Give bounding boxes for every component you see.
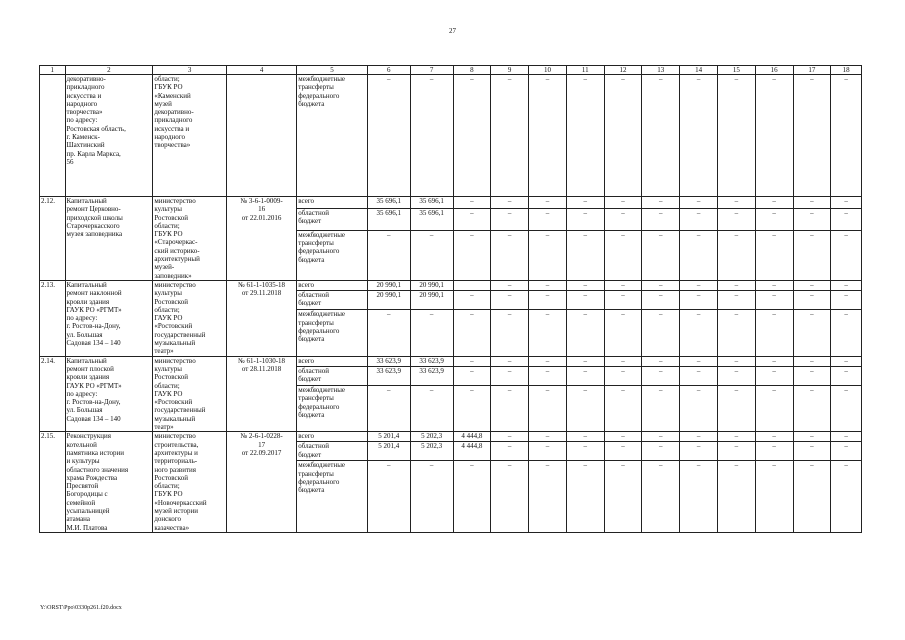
dash-cell: – — [680, 366, 718, 385]
dash-cell: – — [491, 75, 529, 197]
dash-cell: – — [491, 442, 529, 461]
funding-source-cell: областной бюджет — [297, 366, 367, 385]
dash-cell: – — [604, 432, 642, 442]
table-row — [40, 356, 862, 366]
dash-cell: – — [831, 197, 862, 209]
dash-cell: – — [717, 461, 755, 532]
value-cell: 35 696,1 — [367, 197, 410, 209]
dash-cell: – — [491, 208, 529, 230]
dash-cell: – — [717, 310, 755, 356]
table-row — [40, 432, 862, 442]
dash-cell: – — [755, 386, 793, 432]
dash-cell: – — [793, 432, 831, 442]
dash-cell: – — [793, 197, 831, 209]
dash-cell: – — [529, 291, 567, 310]
dash-cell: – — [642, 366, 680, 385]
table-row — [40, 280, 862, 290]
value-cell: – — [367, 230, 410, 280]
dash-cell: – — [831, 356, 862, 366]
value-cell: 20 990,1 — [410, 291, 453, 310]
document-cell: № 61-1-1030-18 от 28.11.2018 — [226, 356, 296, 432]
object-name-cell: Капитальный ремонт Церковно- приходской школы Старочеркасского музея заповедника — [65, 197, 153, 281]
dash-cell: – — [642, 432, 680, 442]
value-cell: 35 696,1 — [410, 208, 453, 230]
funding-source-cell: межбюджетные трансферты федерального бюджета — [297, 386, 367, 432]
responsible-cell: министерство культуры Ростовской области; ГБУК РО «Старочеркас- ский историко- архитектурный музей- заповедник» — [153, 197, 227, 281]
item-number-cell: 2.15. — [40, 432, 66, 533]
dash-cell: – — [831, 230, 862, 280]
value-cell — [453, 280, 491, 290]
dash-cell: – — [793, 356, 831, 366]
dash-cell: – — [755, 310, 793, 356]
dash-cell: – — [642, 356, 680, 366]
dash-cell: – — [642, 230, 680, 280]
value-cell: – — [453, 197, 491, 209]
value-cell: – — [410, 461, 453, 532]
dash-cell: – — [717, 366, 755, 385]
responsible-cell: министерство культуры Ростовской области; ГАУК РО «Ростовский государственный музыкальный театр» — [153, 280, 227, 356]
value-cell: – — [367, 461, 410, 532]
value-cell: 33 623,9 — [367, 366, 410, 385]
dash-cell: – — [529, 197, 567, 209]
dash-cell: – — [642, 461, 680, 532]
dash-cell: – — [642, 280, 680, 290]
value-cell: 20 990,1 — [367, 291, 410, 310]
responsible-cell: министерство культуры Ростовской области; ГАУК РО «Ростовский государственный музыкальный театр» — [153, 356, 227, 432]
dash-cell: – — [831, 208, 862, 230]
dash-cell: – — [491, 291, 529, 310]
dash-cell: – — [491, 310, 529, 356]
dash-cell: – — [755, 280, 793, 290]
table-row — [40, 197, 862, 209]
value-cell: – — [453, 366, 491, 385]
dash-cell: – — [680, 442, 718, 461]
dash-cell: – — [529, 356, 567, 366]
funding-source-cell: всего — [297, 356, 367, 366]
dash-cell: – — [793, 208, 831, 230]
dash-cell: – — [831, 386, 862, 432]
funding-source-cell: межбюджетные трансферты федерального бюджета — [297, 310, 367, 356]
dash-cell: – — [604, 386, 642, 432]
dash-cell: – — [680, 291, 718, 310]
dash-cell: – — [529, 75, 567, 197]
dash-cell: – — [642, 442, 680, 461]
dash-cell: – — [642, 291, 680, 310]
dash-cell: – — [680, 386, 718, 432]
table-row — [40, 75, 862, 197]
dash-cell: – — [529, 208, 567, 230]
dash-cell: – — [491, 461, 529, 532]
document-cell: № 61-1-1035-18 от 29.11.2018 — [226, 280, 296, 356]
responsible-cell: области; ГБУК РО «Каменский музей декоративно- прикладного искусства и народного творчества» — [153, 75, 227, 197]
value-cell: 35 696,1 — [410, 197, 453, 209]
value-cell: – — [410, 386, 453, 432]
dash-cell: – — [529, 366, 567, 385]
dash-cell: – — [491, 280, 529, 290]
dash-cell: – — [680, 280, 718, 290]
dash-cell: – — [529, 386, 567, 432]
document-cell — [226, 75, 296, 197]
funding-source-cell: всего — [297, 197, 367, 209]
dash-cell: – — [491, 356, 529, 366]
object-name-cell: Реконструкция котельной памятника истории и культуры областного значения храма Рождества Пресвятой Богородицы с семейной усыпальницей атамана М.И. Платова — [65, 432, 153, 533]
object-name-cell: Капитальный ремонт плоской кровли здания ГАУК РО «РГМТ» по адресу: г. Ростов-на-Дону, ул. Большая Садовая 134 – 140 — [65, 356, 153, 432]
dash-cell: – — [566, 208, 604, 230]
value-cell: 4 444,8 — [453, 442, 491, 461]
dash-cell: – — [755, 197, 793, 209]
dash-cell: – — [717, 291, 755, 310]
dash-cell: – — [491, 230, 529, 280]
dash-cell: – — [566, 197, 604, 209]
dash-cell: – — [529, 461, 567, 532]
dash-cell: – — [491, 432, 529, 442]
column-number-header: 17 — [793, 66, 831, 75]
funding-source-cell: межбюджетные трансферты федерального бюджета — [297, 461, 367, 532]
dash-cell: – — [642, 386, 680, 432]
item-number-cell: 2.12. — [40, 197, 66, 281]
dash-cell: – — [491, 386, 529, 432]
dash-cell: – — [793, 75, 831, 197]
dash-cell: – — [491, 197, 529, 209]
footer-file-path: Y:\ORST\Ppo\0330p261.f20.docx — [40, 605, 122, 611]
dash-cell: – — [680, 75, 718, 197]
item-number-cell: 2.14. — [40, 356, 66, 432]
dash-cell: – — [604, 197, 642, 209]
dash-cell: – — [793, 366, 831, 385]
dash-cell: – — [755, 366, 793, 385]
dash-cell: – — [831, 366, 862, 385]
dash-cell: – — [604, 280, 642, 290]
dash-cell: – — [529, 432, 567, 442]
dash-cell: – — [566, 75, 604, 197]
value-cell: 20 990,1 — [367, 280, 410, 290]
column-number-header: 1 — [40, 66, 66, 75]
funding-source-cell: областной бюджет — [297, 442, 367, 461]
dash-cell: – — [793, 461, 831, 532]
page-number: 27 — [449, 27, 456, 35]
dash-cell: – — [604, 208, 642, 230]
dash-cell: – — [642, 197, 680, 209]
dash-cell: – — [642, 208, 680, 230]
dash-cell: – — [642, 75, 680, 197]
dash-cell: – — [717, 356, 755, 366]
column-number-header: 7 — [410, 66, 453, 75]
value-cell: – — [453, 230, 491, 280]
dash-cell: – — [793, 386, 831, 432]
dash-cell: – — [680, 310, 718, 356]
funding-source-cell: областной бюджет — [297, 291, 367, 310]
value-cell: – — [367, 386, 410, 432]
funding-source-cell: всего — [297, 280, 367, 290]
column-number-header: 13 — [642, 66, 680, 75]
dash-cell: – — [529, 280, 567, 290]
item-number-cell: 2.13. — [40, 280, 66, 356]
dash-cell: – — [566, 310, 604, 356]
value-cell: – — [453, 310, 491, 356]
document-cell: № 3-6-1-0009- 16 от 22.01.2016 — [226, 197, 296, 281]
dash-cell: – — [604, 230, 642, 280]
dash-cell: – — [566, 366, 604, 385]
dash-cell: – — [680, 230, 718, 280]
dash-cell: – — [566, 291, 604, 310]
dash-cell: – — [831, 442, 862, 461]
funding-source-cell: межбюджетные трансферты федерального бюджета — [297, 230, 367, 280]
dash-cell: – — [680, 432, 718, 442]
dash-cell: – — [604, 356, 642, 366]
dash-cell: – — [755, 291, 793, 310]
value-cell: 35 696,1 — [367, 208, 410, 230]
dash-cell: – — [717, 280, 755, 290]
dash-cell: – — [529, 230, 567, 280]
dash-cell: – — [793, 230, 831, 280]
dash-cell: – — [566, 442, 604, 461]
dash-cell: – — [793, 442, 831, 461]
dash-cell: – — [680, 208, 718, 230]
column-number-header: 8 — [453, 66, 491, 75]
funding-table — [39, 65, 862, 533]
column-number-header: 3 — [153, 66, 227, 75]
dash-cell: – — [717, 386, 755, 432]
dash-cell: – — [566, 432, 604, 442]
dash-cell: – — [367, 75, 410, 197]
dash-cell: – — [529, 310, 567, 356]
value-cell: 33 623,9 — [410, 366, 453, 385]
dash-cell: – — [604, 366, 642, 385]
dash-cell: – — [642, 310, 680, 356]
value-cell: 20 990,1 — [410, 280, 453, 290]
dash-cell: – — [831, 291, 862, 310]
value-cell: 5 201,4 — [367, 432, 410, 442]
dash-cell: – — [566, 461, 604, 532]
value-cell: – — [453, 386, 491, 432]
column-number-header: 14 — [680, 66, 718, 75]
dash-cell: – — [604, 461, 642, 532]
value-cell: 4 444,8 — [453, 432, 491, 442]
dash-cell: – — [755, 432, 793, 442]
dash-cell: – — [566, 386, 604, 432]
dash-cell: – — [717, 442, 755, 461]
value-cell: – — [410, 230, 453, 280]
item-number-cell — [40, 75, 66, 197]
dash-cell: – — [717, 230, 755, 280]
dash-cell: – — [491, 366, 529, 385]
funding-source-cell: областной бюджет — [297, 208, 367, 230]
value-cell: 5 202,3 — [410, 442, 453, 461]
value-cell: 33 623,9 — [410, 356, 453, 366]
dash-cell: – — [680, 197, 718, 209]
column-number-header: 11 — [566, 66, 604, 75]
value-cell: – — [453, 208, 491, 230]
value-cell: 5 202,3 — [410, 432, 453, 442]
dash-cell: – — [755, 208, 793, 230]
value-cell: 33 623,9 — [367, 356, 410, 366]
dash-cell: – — [755, 230, 793, 280]
dash-cell: – — [566, 280, 604, 290]
funding-source-cell: межбюджетные трансферты федерального бюджета — [297, 75, 367, 197]
dash-cell: – — [529, 442, 567, 461]
value-cell: – — [453, 356, 491, 366]
dash-cell: – — [831, 432, 862, 442]
dash-cell: – — [793, 280, 831, 290]
responsible-cell: министерство строительства, архитектуры и территориаль- ного развития Ростовской области; ГБУК РО «Новочеркасский музей истории донского казачества» — [153, 432, 227, 533]
value-cell: – — [453, 461, 491, 532]
column-number-header: 2 — [65, 66, 153, 75]
dash-cell: – — [755, 75, 793, 197]
dash-cell: – — [604, 310, 642, 356]
column-number-header: 9 — [491, 66, 529, 75]
column-number-header: 12 — [604, 66, 642, 75]
dash-cell: – — [793, 310, 831, 356]
dash-cell: – — [717, 208, 755, 230]
funding-source-cell: всего — [297, 432, 367, 442]
value-cell: – — [453, 291, 491, 310]
object-name-cell: декоративно- прикладного искусства и народного творчества» по адресу: Ростовская область, г. Каменск- Шахтинский пр. Карла Маркса, 56 — [65, 75, 153, 197]
dash-cell: – — [831, 75, 862, 197]
dash-cell: – — [717, 432, 755, 442]
column-number-row — [40, 66, 862, 75]
dash-cell: – — [680, 356, 718, 366]
document-cell: № 2-6-1-0228- 17 от 22.09.2017 — [226, 432, 296, 533]
dash-cell: – — [793, 291, 831, 310]
dash-cell: – — [453, 75, 491, 197]
dash-cell: – — [717, 75, 755, 197]
column-number-header: 4 — [226, 66, 296, 75]
dash-cell: – — [831, 310, 862, 356]
column-number-header: 5 — [297, 66, 367, 75]
dash-cell: – — [680, 461, 718, 532]
dash-cell: – — [604, 291, 642, 310]
value-cell: – — [410, 310, 453, 356]
column-number-header: 10 — [529, 66, 567, 75]
object-name-cell: Капитальный ремонт наклонной кровли здания ГАУК РО «РГМТ» по адресу: г. Ростов-на-Дону, ул. Большая Садовая 134 – 140 — [65, 280, 153, 356]
dash-cell: – — [566, 356, 604, 366]
dash-cell: – — [831, 461, 862, 532]
dash-cell: – — [755, 461, 793, 532]
value-cell: – — [367, 310, 410, 356]
column-number-header: 15 — [717, 66, 755, 75]
column-number-header: 16 — [755, 66, 793, 75]
dash-cell: – — [410, 75, 453, 197]
dash-cell: – — [831, 280, 862, 290]
column-number-header: 6 — [367, 66, 410, 75]
dash-cell: – — [566, 230, 604, 280]
dash-cell: – — [755, 442, 793, 461]
dash-cell: – — [717, 197, 755, 209]
column-number-header: 18 — [831, 66, 862, 75]
dash-cell: – — [604, 75, 642, 197]
dash-cell: – — [604, 442, 642, 461]
value-cell: 5 201,4 — [367, 442, 410, 461]
dash-cell: – — [755, 356, 793, 366]
